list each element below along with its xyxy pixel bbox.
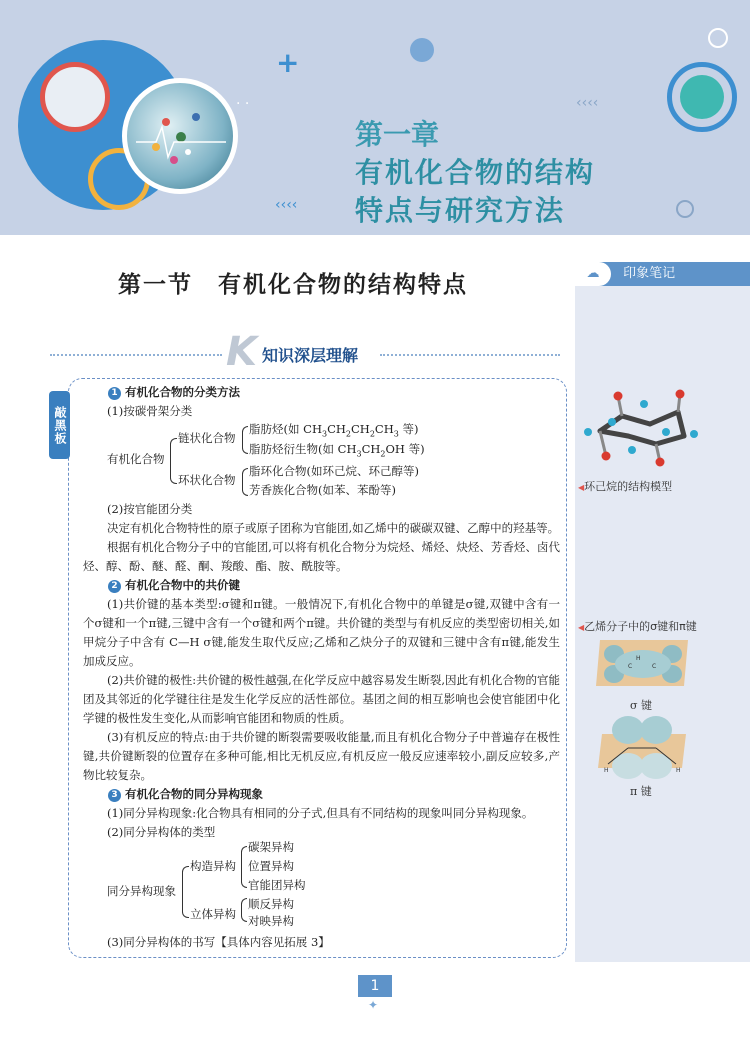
svg-text:H: H bbox=[636, 655, 641, 662]
s1-tree-ring: 环状化合物 bbox=[178, 473, 236, 487]
decor-circle-outline bbox=[708, 28, 728, 48]
plus-icon: + bbox=[276, 46, 300, 79]
s1-p2: 根据有机化合物分子中的官能团,可以将有机化合物分为烷烃、烯烃、炔烃、芳香烃、卤代烃、醇、酚、醚、醛、酮、羧酸、酯、胺、酰胺等。 bbox=[83, 540, 560, 573]
chevrons-icon-2: ‹‹‹‹ bbox=[275, 197, 298, 213]
s1-chain-a: 脂肪烃(如 $CH_3CH_2CH_2CH_3$ 等) bbox=[249, 422, 419, 439]
s3-p1: (1)同分异构现象:化合物具有相同的分子式,但具有不同结构的现象叫同分异构现象。 bbox=[107, 806, 534, 820]
s1-ring-b: 芳香族化合物(如苯、苯酚等) bbox=[249, 483, 396, 497]
s2-heading: 2 有机化合物中的共价键 bbox=[108, 576, 240, 595]
elephant-icon: ☁ bbox=[575, 262, 611, 286]
notes-sidebar bbox=[575, 262, 750, 962]
decor-circle-red bbox=[40, 62, 110, 132]
sigma-bond-image bbox=[592, 630, 692, 692]
pills-image-icon bbox=[126, 82, 234, 190]
s2-p2: (2)共价键的极性:共价键的极性越强,在化学反应中越容易发生断裂,因此有机化合物的官能团及其邻近的化学键往往是发生化学反应的活性部位。基团之间的相互影响也会使官能团中化学键的极性发生变化,从而影响官能团和物质的性质。 bbox=[83, 673, 560, 725]
s3-sub2: (2)同分异构体的类型 bbox=[107, 825, 216, 839]
s1-heading: 1 有机化合物的分类方法 bbox=[108, 383, 240, 402]
page-number: 1 bbox=[358, 975, 392, 997]
ethylene-bond-caption: ◀乙烯分子中的σ键和π键 bbox=[578, 620, 697, 633]
s2-p3: (3)有机反应的特点:由于共价键的断裂需要吸收能量,而且有机化合物分子中普遍存在极性键,共价键断裂的位置存在多种可能,相比无机反应,有机反应一般反应速率较小,副反应较多,产物比较复杂。 bbox=[83, 730, 560, 782]
s1-p1: 决定有机化合物特性的原子或原子团称为官能团,如乙烯中的碳碳双键、乙醇中的羟基等。 bbox=[107, 521, 560, 535]
s3-stereo-a: 顺反异构 bbox=[248, 897, 294, 911]
svg-text:H: H bbox=[604, 767, 609, 774]
s3-tree-struct: 构造异构 bbox=[190, 859, 236, 873]
s3-brace-stereo bbox=[241, 898, 247, 922]
chapter-title-line2: 特点与研究方法 bbox=[355, 194, 566, 227]
pi-bond-image bbox=[592, 714, 692, 780]
chapter-title-line1: 有机化合物的结构 bbox=[355, 156, 596, 189]
s3-brace-root bbox=[182, 866, 189, 918]
s1-sub2: (2)按官能团分类 bbox=[107, 502, 193, 516]
s3-struct-c: 官能团异构 bbox=[248, 878, 306, 892]
notes-sidebar-header bbox=[575, 262, 750, 286]
chapter-heading bbox=[355, 116, 595, 230]
dotted-rule-left bbox=[50, 354, 222, 356]
bird-icon: ✦ bbox=[368, 998, 379, 1012]
s3-heading: 3 有机化合物的同分异构现象 bbox=[108, 785, 263, 804]
knowledge-header bbox=[50, 329, 560, 375]
s1-sub1: (1)按碳骨架分类 bbox=[107, 404, 193, 418]
k-logo-icon: K bbox=[226, 329, 257, 375]
s3-sub3: (3)同分异构体的书写【具体内容见拓展 3】 bbox=[107, 935, 330, 949]
s2-p1: (1)共价键的基本类型:σ键和π键。一般情况下,有机化合物中的单键是σ键,双键中含有一个σ键和一个π键,三键中含有一个σ键和两个π键。共价键的类型与有机反应的类型密切相关,如甲烷分子中含有 C—H σ键,能发生取代反应;乙烯和乙炔分子的双键和三键中含有π键,能发生加成反应。 bbox=[83, 597, 560, 668]
notes-sidebar-title: 印象笔记 bbox=[623, 266, 676, 281]
s1-number: 1 bbox=[108, 387, 121, 400]
s2-number: 2 bbox=[108, 580, 121, 593]
chapter-banner bbox=[0, 0, 750, 235]
s3-number: 3 bbox=[108, 789, 121, 802]
decor-circle-outline-2 bbox=[676, 200, 694, 218]
side-tag: 敲黑板 bbox=[49, 391, 70, 459]
s1-brace-ring bbox=[242, 468, 248, 496]
s3-brace-struct bbox=[241, 846, 247, 888]
s3-tree-stereo: 立体异构 bbox=[190, 907, 236, 921]
caption-arrow-icon: ◀ bbox=[578, 483, 585, 492]
cyclohexane-caption: ◀环己烷的结构模型 bbox=[578, 480, 673, 493]
section-title: 第一节 有机化合物的结构特点 bbox=[118, 271, 468, 298]
sigma-bond-label: σ 键 bbox=[630, 699, 653, 712]
s3-struct-a: 碳架异构 bbox=[248, 840, 294, 854]
s1-tree-root: 有机化合物 bbox=[107, 452, 165, 466]
svg-text:H: H bbox=[676, 767, 681, 774]
s1-chain-b: 脂肪烃衍生物(如 $CH_3CH_2OH$ 等) bbox=[249, 442, 425, 459]
svg-text:C: C bbox=[628, 663, 633, 670]
chevrons-icon: ‹‹‹‹ bbox=[576, 95, 599, 111]
s1-brace-root bbox=[170, 438, 177, 484]
dotted-rule-right bbox=[380, 354, 560, 356]
s3-struct-b: 位置异构 bbox=[248, 859, 294, 873]
pi-bond-label: π 键 bbox=[630, 785, 652, 798]
knowledge-header-title: 知识深层理解 bbox=[262, 346, 359, 365]
dots-icon: · · bbox=[236, 96, 250, 112]
s3-stereo-b: 对映异构 bbox=[248, 914, 294, 928]
s1-brace-chain bbox=[242, 426, 248, 454]
svg-text:C: C bbox=[652, 663, 657, 670]
decor-circle-blue-small bbox=[410, 38, 434, 62]
s1-ring-a: 脂环化合物(如环己烷、环己醇等) bbox=[249, 464, 419, 478]
s3-tree-root: 同分异构现象 bbox=[107, 884, 176, 898]
cyclohexane-model-image bbox=[582, 386, 702, 470]
s1-tree-chain: 链状化合物 bbox=[178, 431, 236, 445]
chapter-number: 第一章 bbox=[355, 118, 440, 151]
caption-arrow-icon: ◀ bbox=[578, 623, 585, 632]
decor-dot-teal bbox=[680, 75, 724, 119]
